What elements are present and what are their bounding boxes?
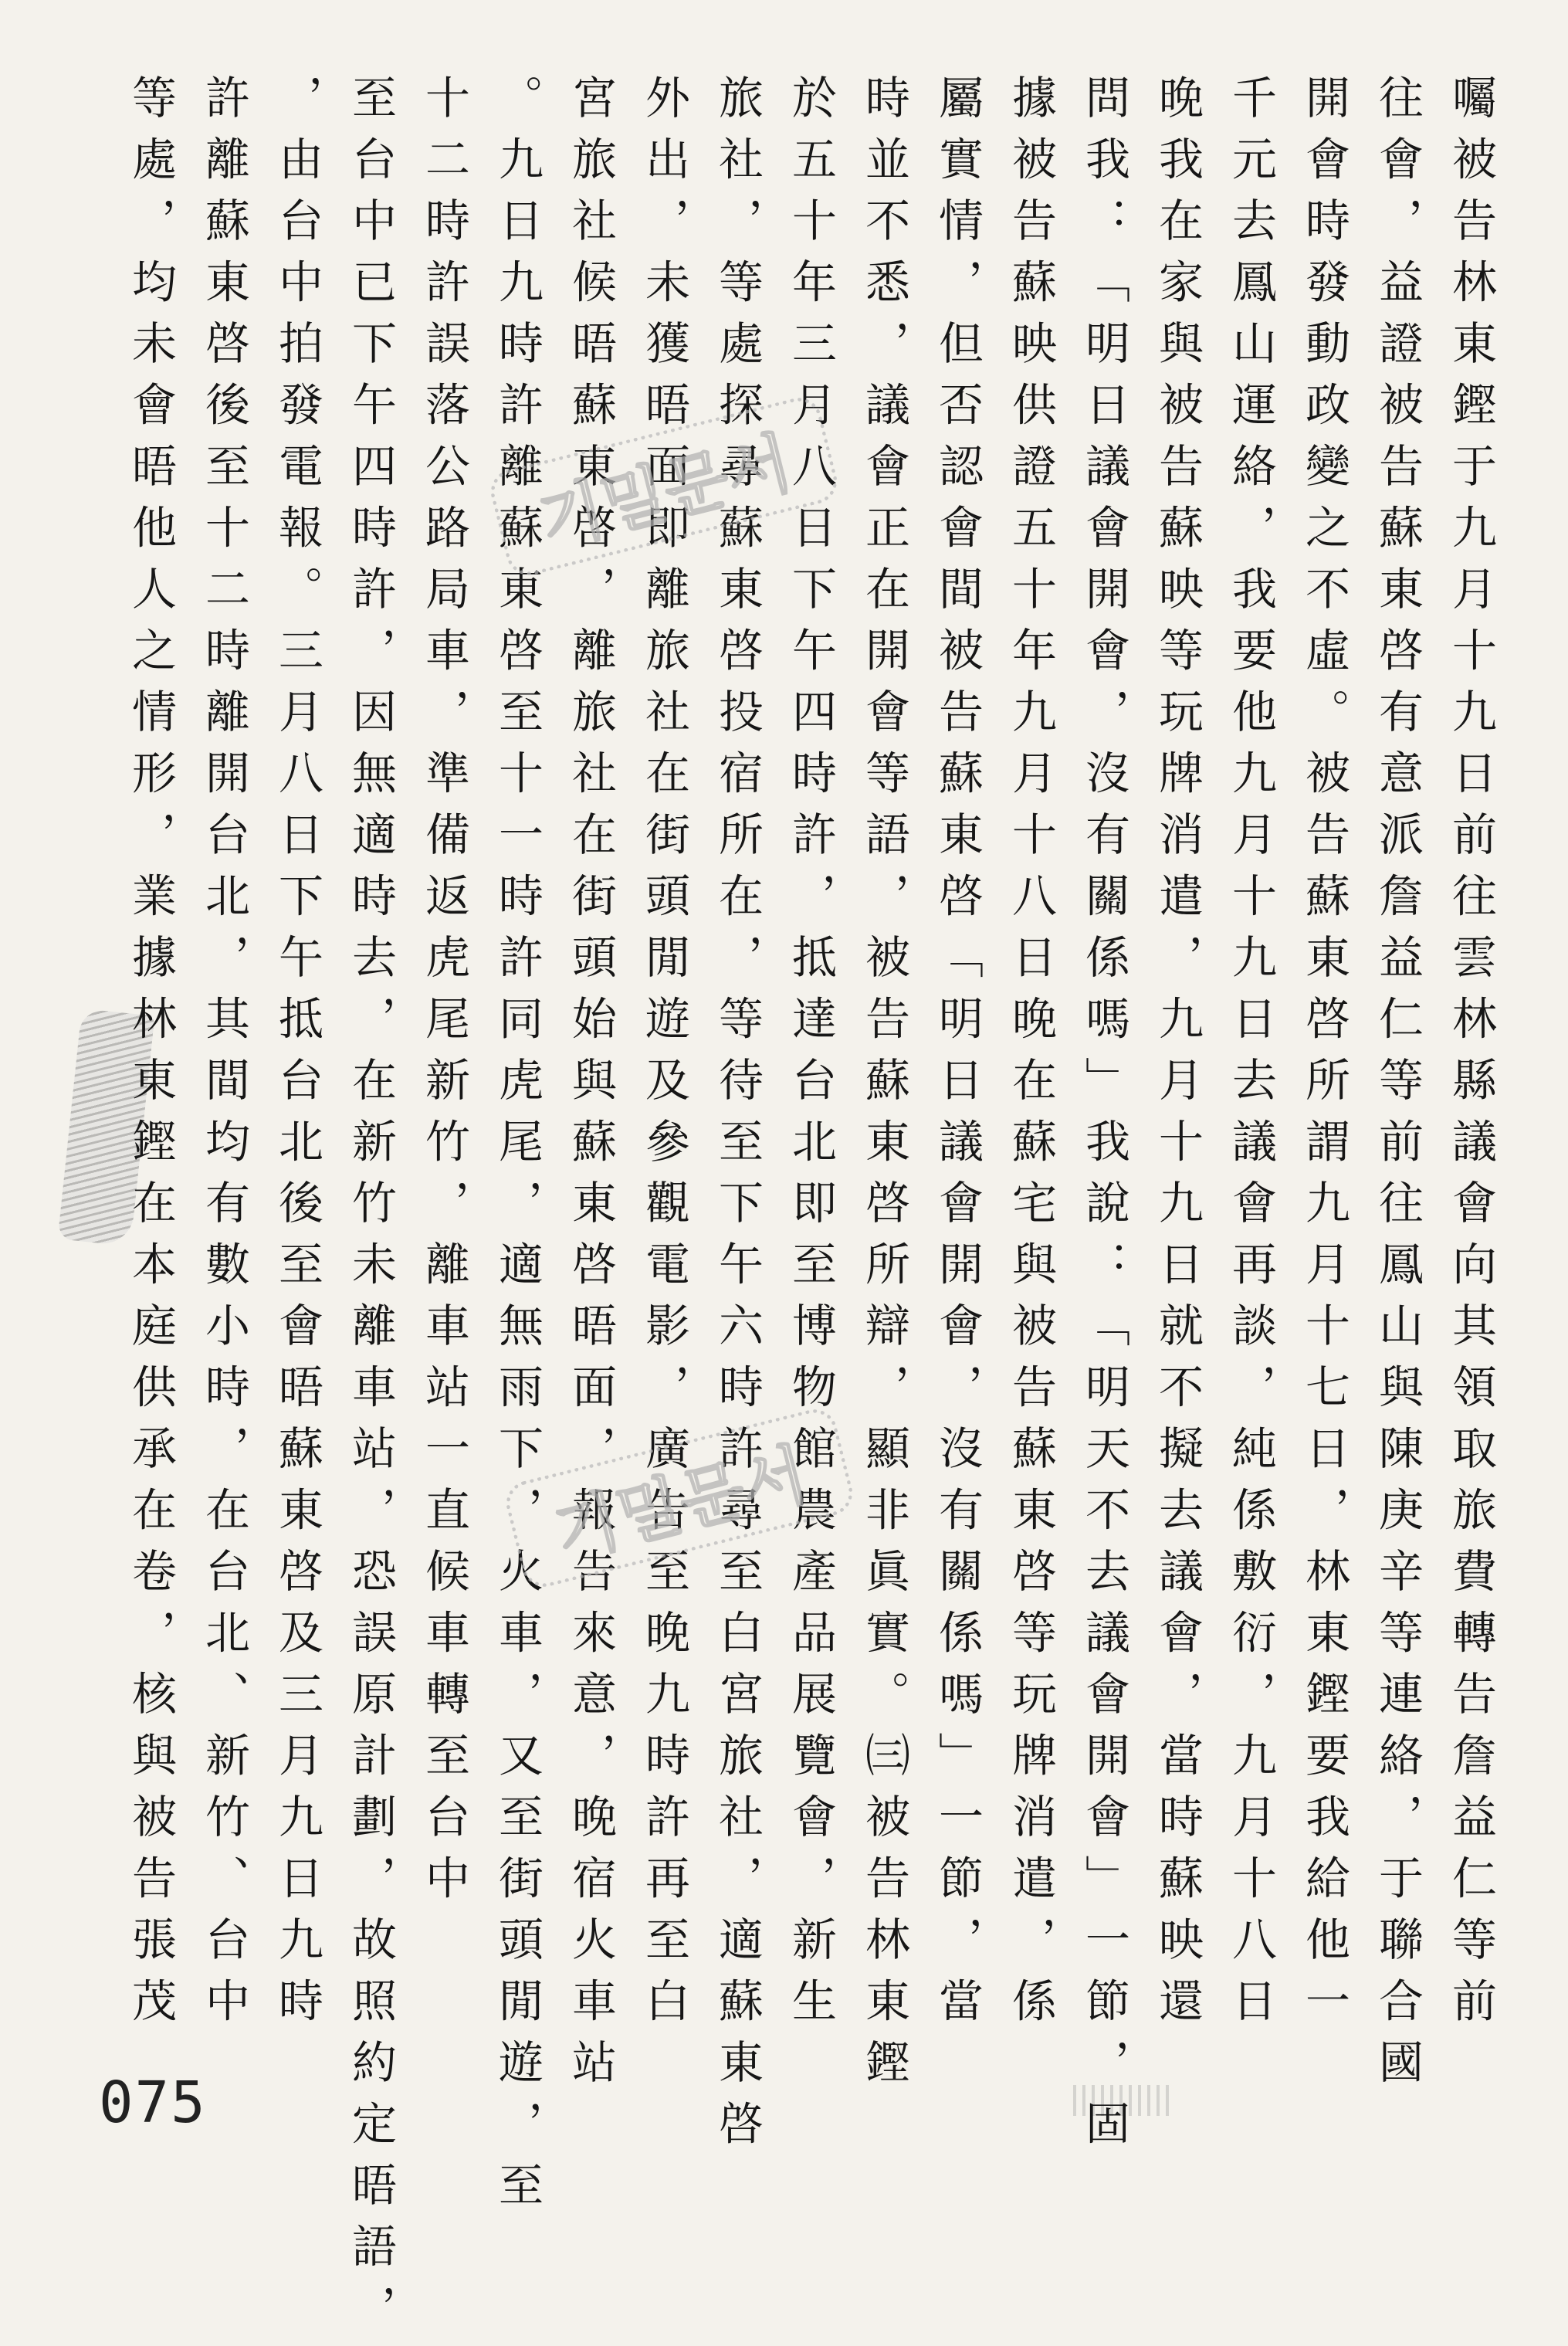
text-column: 開會時發動政變之不虛。被告蘇東啓所謂九月十七日，林東鏗要我給他一 (1298, 74, 1350, 2039)
watermark-stamp: 기밀문서 (486, 393, 842, 580)
text-column: 時並不悉，議會正在開會等語，被告蘇東啓所辯，顯非眞實。㈢被告林東鏗 (858, 74, 910, 2100)
text-column: 據被告蘇映供證五十年九月十八日晚在蘇宅與被告蘇東啓等玩牌消遣，係 (1004, 74, 1057, 2039)
watermark-stamp: 기밀문서 (502, 1405, 858, 1592)
text-column: 往會，益證被告蘇東啓有意派詹益仁等前往鳳山與陳庚辛等連絡，于聯合國 (1371, 74, 1424, 2100)
text-column: 。九日九時許離蘇東啓至十一時許同虎尾，適無雨下，火車，又至街頭閒遊，至 (491, 74, 544, 2223)
text-column: 等處，均未會晤他人之情形，業據林東鏗在本庭供承在卷，核與被告張茂 (124, 74, 177, 2039)
text-column: 晚我在家與被告蘇映等玩牌消遣，九月十九日就不擬去議會，當時蘇映還 (1151, 74, 1204, 2039)
text-column: ，由台中拍發電報。三月八日下午抵台北後至會晤蘇東啓及三月九日九時 (271, 74, 323, 2039)
text-column: 屬實情，但否認會間被告蘇東啓「明日議會開會，沒有關係嗎」一節，當 (931, 74, 984, 2039)
text-column: 問我：「明日議會開會，沒有關係嗎」我說：「明天不去議會開會」一節，固 (1078, 74, 1130, 2161)
text-column: 外出，未獲晤面即離旅社在街頭閒遊及參觀電影，廣告至晚九時許再至白 (638, 74, 690, 2039)
text-column: 至台中已下午四時許，因無適時去，在新竹未離車站，恐誤原計劃，故照約定晤語， (344, 74, 397, 2346)
page-number: 075 (99, 2070, 207, 2136)
text-column: 於五十年三月八日下午四時許，抵達台北即至博物館農產品展覽會，新生 (784, 74, 837, 2039)
text-column: 旅社，等處探尋蘇東啓投宿所在，等待至下午六時許尋至白宮旅社，適蘇東啓 (711, 74, 764, 2161)
text-column: 千元去鳳山運絡，我要他九月十九日去議會再談，純係敷衍，九月十八日 (1224, 74, 1277, 2039)
text-column: 十二時許誤落公路局車，準備返虎尾新竹，離車站一直候車轉至台中 (418, 74, 470, 1916)
text-column: 囑被告林東鏗于九月十九日前往雲林縣議會向其領取旅費轉告詹益仁等前 (1444, 74, 1497, 2039)
text-column: 宮旅社候晤蘇東啓，離旅社在街頭始與蘇東啓晤面，報告來意，晚宿火車站 (564, 74, 617, 2100)
text-column: 許離蘇東啓後至十二時離開台北，其間均有數小時，在台北、新竹、台中 (198, 74, 250, 2039)
